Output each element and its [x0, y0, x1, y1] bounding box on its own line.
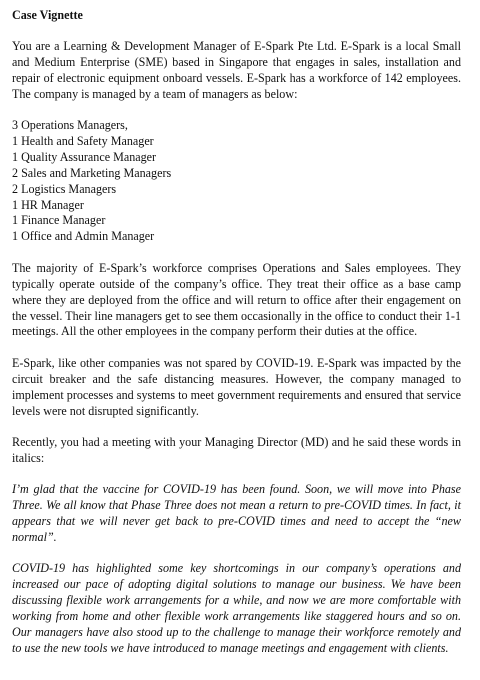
document-page	[12, 8, 461, 672]
list-item: 2 Logistics Managers	[12, 181, 117, 196]
list-item: 1 Health and Safety Manager	[12, 133, 154, 148]
list-item: 1 Quality Assurance Manager	[12, 149, 157, 164]
md-quote-paragraph-1: I’m glad that the vaccine for COVID-19 has been found. Soon, we will move into Phase Three. We all know that Phase Three does not mean a return to pre-COVID times. In fact, it appears that we will never get back to pre-COVID times and need to accept the “new normal”.	[12, 482, 461, 544]
meeting-paragraph: Recently, you had a meeting with your Managing Director (MD) and he said these words in italics:	[12, 434, 461, 465]
list-item: 1 Finance Manager	[12, 213, 106, 228]
list-item: 1 Office and Admin Manager	[12, 229, 155, 244]
list-item: 2 Sales and Marketing Managers	[12, 165, 172, 180]
managers-list	[12, 118, 461, 245]
list-item: 3 Operations Managers,	[12, 118, 128, 133]
document-title: Case Vignette	[12, 8, 83, 22]
covid-paragraph: E-Spark, like other companies was not spared by COVID-19. E-Spark was impacted by the circuit breaker and the safe distancing measures. However, the company managed to implement processes and systems to meet government requirements and ensured that service levels were not disrupted significantly.	[12, 355, 461, 418]
list-item: 1 HR Manager	[12, 197, 84, 212]
intro-paragraph: You are a Learning & Development Manager of E-Spark Pte Ltd. E-Spark is a local Small and Medium Enterprise (SME) based in Singapore that engages in sales, installation and repair of electronic equipment onboard vessels. E-Spark has a workforce of 142 employees. The company is managed by a team of managers as below:	[12, 38, 461, 101]
workforce-paragraph: The majority of E-Spark’s workforce comprises Operations and Sales employees. They typically operate outside of the company’s office. They treat their office as a base camp where they are deployed from the office and will return to office after their engagement on the vessel. Their line managers get to see them occasionally in the office to conduct their 1-1 meetings. All the other employees in the company perform their duties at the office.	[12, 260, 461, 339]
md-quote-paragraph-2: COVID-19 has highlighted some key shortcomings in our company’s operations and increased our pace of adopting digital solutions to manage our business. We have been discussing flexible work arrangements for a while, and now we are more comfortable with working from home and other flexible work arrangements like staggered hours and so on. Our managers have also stood up to the challenge to manage their workforce remotely and to use the new tools we have introduced to manage meetings and engagement with clients.	[12, 561, 461, 655]
